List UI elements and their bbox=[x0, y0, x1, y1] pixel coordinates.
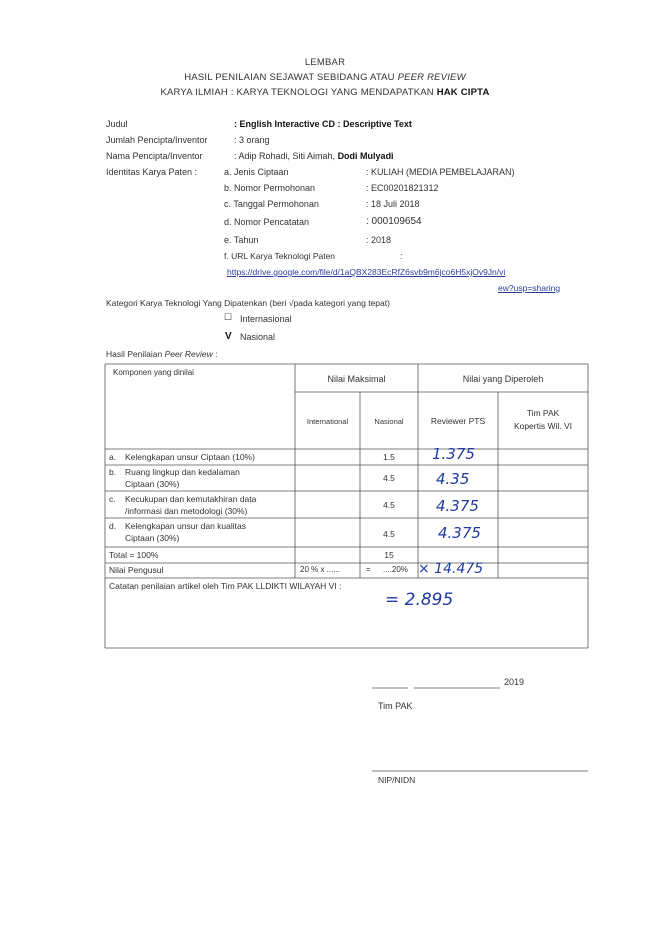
table-row-reviewer-score: 4.35 bbox=[436, 470, 470, 488]
catatan-handwritten-result: = 2.895 bbox=[385, 590, 454, 610]
table-row-reviewer-score: 4.375 bbox=[438, 524, 481, 542]
table-row-letter: a. bbox=[109, 452, 117, 462]
nilai-pengusul-nasional: ....20% bbox=[383, 565, 408, 574]
table-row-label: Kelengkapan unsur dan kualitas bbox=[125, 521, 246, 531]
table-row-letter: d. bbox=[109, 521, 117, 531]
table-row-label-2: Ciptaan (30%) bbox=[125, 533, 180, 543]
kategori-nasional-label: Nasional bbox=[240, 332, 276, 342]
table-row-label: Kelengkapan unsur Ciptaan (10%) bbox=[125, 452, 255, 462]
table-row-letter: c. bbox=[109, 494, 116, 504]
judul-label: Judul bbox=[106, 119, 128, 129]
header-hak-cipta: HAK CIPTA bbox=[436, 87, 490, 98]
jumlah-value: : 3 orang bbox=[234, 135, 270, 145]
header-peer-review: PEER REVIEW bbox=[397, 72, 466, 83]
identitas-label: Identitas Karya Paten : bbox=[106, 167, 198, 177]
identitas-item-label: c. Tanggal Permohonan bbox=[224, 199, 319, 209]
hasil-suffix: : bbox=[212, 349, 218, 359]
nilai-pengusul-label: Nilai Pengusul bbox=[109, 565, 164, 575]
nama-value-text: : Adip Rohadi, Siti Aimah, bbox=[234, 151, 338, 161]
kategori-label: Kategori Karya Teknologi Yang Dipatenkan (beri √pada kategori yang tepat) bbox=[106, 298, 390, 308]
url-link-line-1[interactable]: https://drive.google.com/file/d/1aQBX283EcRfZ6svb9m6jco6H5xjOv9Jn/vi bbox=[227, 267, 506, 277]
nama-label: Nama Pencipta/Inventor bbox=[106, 151, 203, 161]
identitas-item-value: : 000109654 bbox=[366, 216, 422, 227]
identitas-item-value: : 2018 bbox=[366, 235, 392, 245]
col-tim-pak: Tim PAK bbox=[526, 408, 560, 418]
col-kopertis: Kopertis Wil. VI bbox=[513, 421, 573, 431]
table-row-reviewer-score: 1.375 bbox=[432, 445, 475, 463]
table-row-label: Ruang lingkup dan kedalaman bbox=[125, 467, 240, 477]
col-reviewer-pts: Reviewer PTS bbox=[430, 416, 486, 426]
col-nasional: Nasional bbox=[374, 417, 404, 426]
identitas-item-label: e. Tahun bbox=[224, 235, 259, 245]
identitas-item-label: a. Jenis Ciptaan bbox=[224, 167, 289, 177]
kategori-internasional-label: Internasional bbox=[240, 314, 292, 324]
url-link-line-2[interactable]: ew?usp=sharing bbox=[498, 283, 561, 293]
col-nilai-maksimal: Nilai Maksimal bbox=[327, 374, 386, 384]
col-komponen: Komponen yang dinilai bbox=[113, 368, 194, 377]
total-label: Total = 100% bbox=[109, 550, 159, 560]
table-row-nasional: 4.5 bbox=[383, 529, 395, 539]
kategori-nasional-check: V bbox=[225, 331, 232, 342]
signature-nip: NIP/NIDN bbox=[378, 775, 416, 785]
table-row-nasional: 1.5 bbox=[383, 452, 395, 462]
nilai-pengusul-equals: = bbox=[366, 565, 371, 574]
identitas-item-value: : EC00201821312 bbox=[366, 183, 439, 193]
col-nilai-diperoleh: Nilai yang Diperoleh bbox=[462, 374, 544, 384]
header-line-2-text: HASIL PENILAIAN SEJAWAT SEBIDANG ATAU bbox=[184, 72, 398, 83]
signature-tim-pak: Tim PAK bbox=[378, 701, 413, 711]
total-nasional: 15 bbox=[384, 550, 394, 560]
header-line-1: LEMBAR bbox=[304, 57, 346, 68]
identitas-item-value: : 18 Juli 2018 bbox=[366, 199, 420, 209]
table-row-letter: b. bbox=[109, 467, 117, 477]
nilai-pengusul-international: 20 % x ...... bbox=[300, 565, 341, 574]
judul-value: : English Interactive CD : Descriptive Text bbox=[234, 119, 412, 129]
table-row-nasional: 4.5 bbox=[383, 473, 395, 483]
table-row-reviewer-score: 4.375 bbox=[436, 497, 479, 515]
table-row-label-2: /informasi dan metodologi (30%) bbox=[125, 506, 248, 516]
nilai-pengusul-handwritten: × 14.475 bbox=[418, 561, 484, 577]
table-row-label-2: Ciptaan (30%) bbox=[125, 479, 180, 489]
signature-year: 2019 bbox=[504, 677, 525, 687]
header-line-3-text: KARYA ILMIAH : KARYA TEKNOLOGI YANG MENDAPATKAN bbox=[160, 87, 437, 98]
col-international: International bbox=[306, 417, 349, 426]
jumlah-label: Jumlah Pencipta/Inventor bbox=[106, 135, 208, 145]
identitas-item-value: : bbox=[400, 251, 403, 261]
identitas-item-label: f. URL Karya Teknologi Paten bbox=[224, 251, 336, 261]
catatan-label: Catatan penilaian artikel oleh Tim PAK LLDIKTI WILAYAH VI : bbox=[109, 581, 342, 591]
identitas-item-label: b. Nomor Permohonan bbox=[224, 183, 316, 193]
table-row-label: Kecukupan dan kemutakhiran data bbox=[125, 494, 257, 504]
hasil-text: Hasil Penilaian bbox=[106, 349, 165, 359]
kategori-internasional-checkbox: ☐ bbox=[224, 312, 233, 322]
hasil-peer-review: Peer Review bbox=[164, 349, 213, 359]
identitas-item-value: : KULIAH (MEDIA PEMBELAJARAN) bbox=[366, 167, 515, 177]
table-row-nasional: 4.5 bbox=[383, 500, 395, 510]
nama-value-bold: Dodi Mulyadi bbox=[337, 151, 394, 161]
identitas-item-label: d. Nomor Pencatatan bbox=[224, 217, 310, 227]
